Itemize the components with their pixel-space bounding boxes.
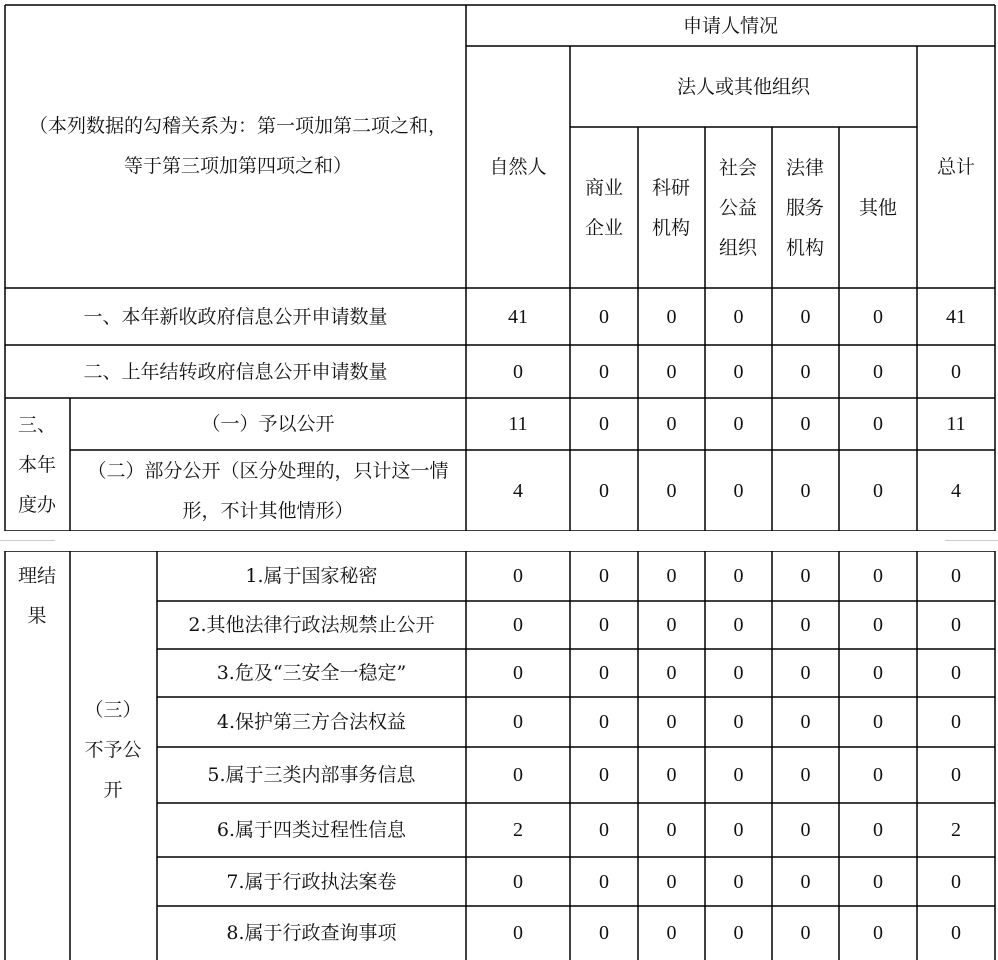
row-disclosed-value: 0 — [800, 413, 811, 435]
not-disclosed-row-value: 0 — [951, 764, 961, 786]
row-carried-over-label: 二、上年结转政府信息公开申请数量 — [83, 360, 388, 383]
not-disclosed-row-value: 0 — [873, 662, 883, 684]
not-disclosed-row-label: 5.属于三类内部事务信息 — [207, 764, 416, 786]
row-disclosed-value: 0 — [666, 413, 677, 435]
not-disclosed-row-value: 0 — [733, 614, 744, 636]
not-disclosed-row-value: 0 — [599, 922, 609, 944]
not-disclosed-row-value: 0 — [951, 614, 961, 636]
col-research-institution: 科研机构 — [651, 176, 690, 239]
row-partially-disclosed-value: 0 — [666, 479, 677, 502]
col-natural-person: 自然人 — [489, 156, 547, 178]
not-disclosed-row-value: 0 — [733, 711, 744, 733]
not-disclosed-row-value: 0 — [599, 819, 609, 841]
not-disclosed-row-value: 0 — [599, 870, 609, 893]
row-partially-disclosed-value: 0 — [800, 479, 811, 502]
not-disclosed-row-value: 0 — [599, 614, 609, 636]
not-disclosed-row-value: 0 — [513, 764, 523, 786]
not-disclosed-row-value: 0 — [873, 711, 883, 733]
not-disclosed-row-value: 0 — [800, 565, 811, 587]
not-disclosed-row-value: 0 — [873, 565, 883, 587]
not-disclosed-row-label: 2.其他法律行政法规禁止公开 — [188, 614, 435, 636]
not-disclosed-row-value: 0 — [513, 711, 523, 733]
col-commercial-enterprise: 商业企业 — [584, 176, 623, 239]
not-disclosed-row-value: 0 — [599, 565, 609, 587]
row-partially-disclosed-value: 4 — [513, 479, 523, 502]
row-new-requests-value: 0 — [733, 305, 744, 328]
not-disclosed-row-value: 0 — [666, 922, 677, 944]
row-carried-over-value: 0 — [666, 360, 677, 383]
not-disclosed-row-value: 0 — [873, 614, 883, 636]
row-partially-disclosed-value: 4 — [951, 479, 961, 502]
not-disclosed-row-label: 6.属于四类过程性信息 — [216, 819, 407, 841]
section-three-label-bottom: 理结果 — [17, 565, 56, 627]
not-disclosed-row-value: 0 — [733, 819, 744, 841]
not-disclosed-row-value: 0 — [513, 614, 523, 636]
not-disclosed-row-value: 0 — [599, 662, 609, 684]
not-disclosed-row-label: 3.危及“三安全一稳定” — [216, 662, 407, 684]
not-disclosed-row-value: 2 — [951, 819, 961, 841]
row-new-requests-value: 0 — [873, 305, 883, 328]
not-disclosed-row-value: 0 — [951, 870, 961, 893]
col-other: 其他 — [858, 196, 897, 219]
row-carried-over-value: 0 — [800, 360, 811, 383]
not-disclosed-row-value: 0 — [951, 565, 961, 587]
not-disclosed-row-value: 0 — [733, 662, 744, 684]
not-disclosed-row-value: 0 — [800, 870, 811, 893]
row-disclosed-value: 0 — [733, 413, 744, 435]
not-disclosed-row-value: 0 — [873, 819, 883, 841]
not-disclosed-row-value: 0 — [733, 764, 744, 786]
col-total: 总计 — [936, 156, 975, 178]
not-disclosed-row-value: 0 — [666, 662, 677, 684]
not-disclosed-row-value: 0 — [733, 565, 744, 587]
not-disclosed-row-label: 4.保护第三方合法权益 — [216, 711, 407, 733]
not-disclosed-row-value: 0 — [666, 614, 677, 636]
not-disclosed-row-value: 0 — [873, 922, 883, 944]
row-partially-disclosed-value: 0 — [873, 479, 883, 502]
row-partially-disclosed-value: 0 — [733, 479, 744, 502]
row-disclosed-label: （一）予以公开 — [201, 413, 335, 435]
not-disclosed-row-value: 0 — [666, 764, 677, 786]
header-applicant-situation: 申请人情况 — [682, 14, 778, 37]
not-disclosed-row-value: 0 — [873, 870, 883, 893]
row-partially-disclosed-value: 0 — [599, 479, 609, 502]
header-legal-person-group: 法人或其他组织 — [676, 75, 810, 98]
row-new-requests-label: 一、本年新收政府信息公开申请数量 — [83, 305, 388, 328]
not-disclosed-row-label: 1.属于国家秘密 — [245, 565, 378, 587]
not-disclosed-row-value: 0 — [800, 764, 811, 786]
page-break — [0, 531, 998, 551]
not-disclosed-row-value: 0 — [599, 711, 609, 733]
not-disclosed-row-value: 0 — [951, 662, 961, 684]
not-disclosed-row-value: 0 — [666, 819, 677, 841]
not-disclosed-row-value: 0 — [873, 764, 883, 786]
row-disclosed-value: 0 — [873, 413, 883, 435]
not-disclosed-row-value: 0 — [951, 922, 961, 944]
not-disclosed-row-value: 0 — [513, 870, 523, 893]
not-disclosed-row-value: 0 — [800, 711, 811, 733]
not-disclosed-row-value: 0 — [513, 922, 523, 944]
row-new-requests-value: 0 — [800, 305, 811, 328]
header-row-label-note: （本列数据的勾稽关系为：第一项加第二项之和，等于第三项加第四项之和） — [28, 115, 447, 177]
not-disclosed-row-value: 2 — [513, 819, 523, 841]
not-disclosed-row-value: 0 — [800, 662, 811, 684]
not-disclosed-row-value: 0 — [800, 819, 811, 841]
row-carried-over-value: 0 — [513, 360, 523, 383]
row-carried-over-value: 0 — [733, 360, 744, 383]
row-new-requests-value: 41 — [946, 305, 966, 328]
row-disclosed-value: 0 — [599, 413, 609, 435]
not-disclosed-row-value: 0 — [951, 711, 961, 733]
not-disclosed-row-label: 7.属于行政执法案卷 — [226, 870, 397, 893]
row-new-requests-value: 0 — [666, 305, 677, 328]
not-disclosed-row-value: 0 — [666, 711, 677, 733]
not-disclosed-row-value: 0 — [513, 565, 523, 587]
not-disclosed-row-value: 0 — [800, 922, 811, 944]
not-disclosed-row-value: 0 — [513, 662, 523, 684]
not-disclosed-row-label: 8.属于行政查询事项 — [226, 922, 397, 944]
section-three-label-top: 三、本年度办 — [17, 413, 56, 516]
row-disclosed-value: 11 — [508, 413, 528, 435]
row-partially-disclosed-label: （二）部分公开（区分处理的，只计这一情形，不计其他情形） — [87, 459, 449, 522]
col-public-welfare-org: 社会公益组织 — [718, 156, 757, 259]
not-disclosed-row-value: 0 — [599, 764, 609, 786]
row-new-requests-value: 41 — [508, 305, 528, 328]
not-disclosed-row-value: 0 — [733, 870, 744, 893]
row-carried-over-value: 0 — [951, 360, 961, 383]
not-disclosed-row-value: 0 — [666, 870, 677, 893]
row-carried-over-value: 0 — [873, 360, 883, 383]
not-disclosed-row-value: 0 — [666, 565, 677, 587]
not-disclosed-row-value: 0 — [733, 922, 744, 944]
not-disclosed-row-value: 0 — [800, 614, 811, 636]
row-new-requests-value: 0 — [599, 305, 609, 328]
col-legal-service-org: 法律服务机构 — [785, 156, 824, 259]
row-disclosed-value: 11 — [946, 413, 966, 435]
not-disclosed-group-label: （三）不予公开 — [84, 699, 142, 801]
row-carried-over-value: 0 — [599, 360, 609, 383]
